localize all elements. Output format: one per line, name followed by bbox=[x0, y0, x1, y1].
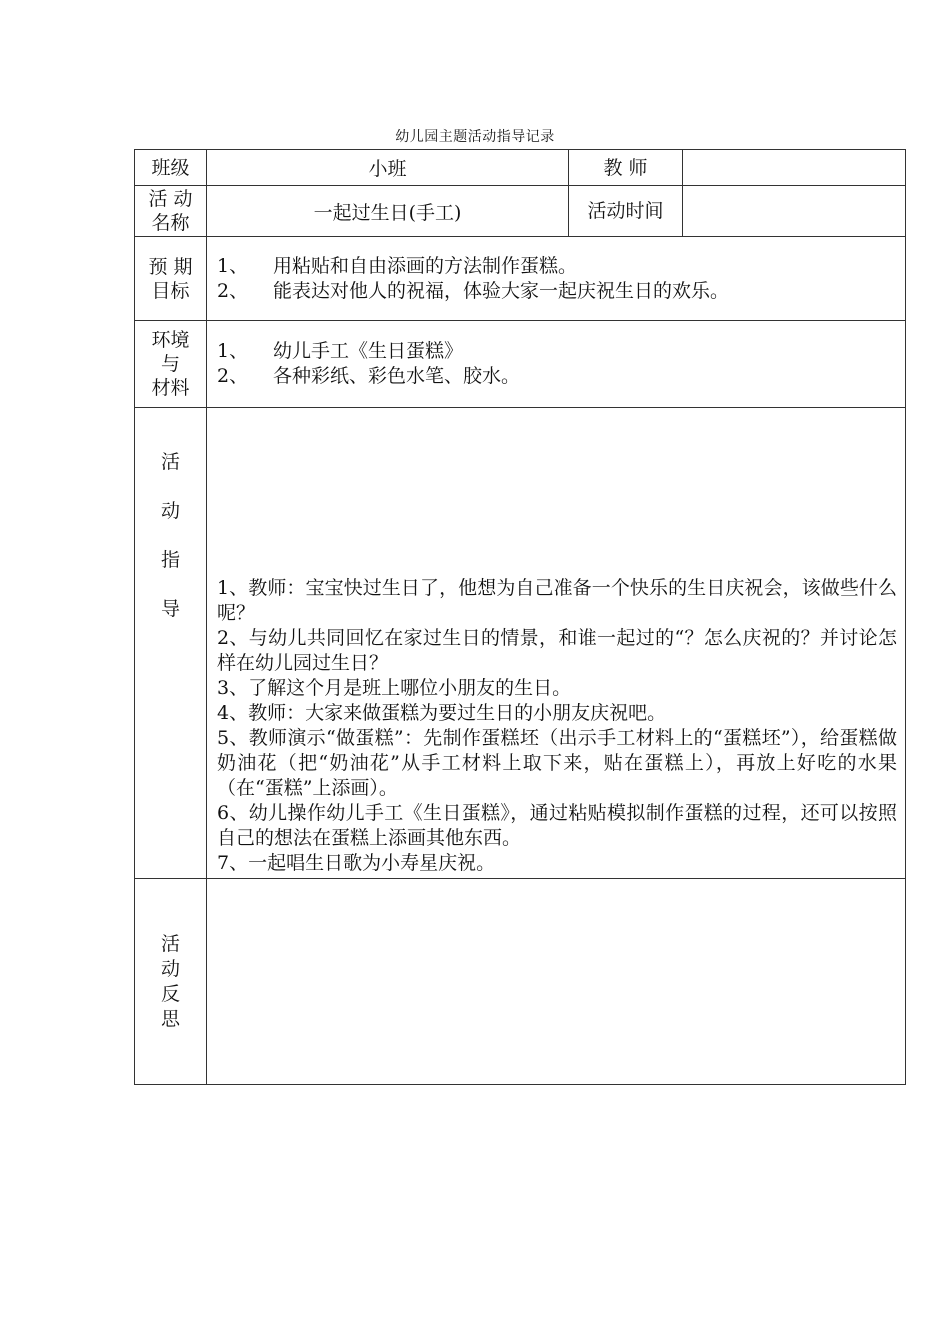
reflection-label-char: 动 bbox=[160, 957, 180, 980]
goals-label bbox=[135, 237, 207, 321]
goals-content[interactable] bbox=[207, 237, 906, 321]
material-item-number: 2、 bbox=[217, 365, 249, 387]
goal-item-text: 用粘贴和自由添画的方法制作蛋糕。 bbox=[273, 254, 578, 277]
guide-label-char: 指 bbox=[160, 549, 180, 571]
goals-label-line1: 预 期 bbox=[148, 255, 193, 278]
guide-label-char: 动 bbox=[160, 500, 180, 522]
activity-name-label-line2: 名称 bbox=[151, 212, 190, 234]
materials-content[interactable] bbox=[207, 321, 906, 408]
goal-item bbox=[217, 279, 897, 304]
materials-label-line3: 材料 bbox=[151, 377, 190, 399]
class-label: 班级 bbox=[135, 150, 207, 186]
class-value[interactable]: 小班 bbox=[207, 150, 569, 186]
guide-step: 7、一起唱生日歌为小寿星庆祝。 bbox=[217, 852, 496, 874]
goal-item-number: 1、 bbox=[217, 254, 249, 277]
material-item bbox=[217, 364, 897, 389]
guide-step: 3、了解这个月是班上哪位小朋友的生日。 bbox=[217, 677, 572, 699]
reflection-content[interactable] bbox=[207, 879, 906, 1085]
goals-label-line2: 目标 bbox=[151, 279, 190, 302]
material-item-number: 1、 bbox=[217, 340, 249, 362]
activity-name-label bbox=[135, 186, 207, 237]
activity-time-label: 活动时间 bbox=[569, 186, 683, 237]
goal-item bbox=[217, 254, 897, 279]
activity-name-label-line1: 活 动 bbox=[148, 188, 193, 210]
activity-time-value[interactable] bbox=[683, 186, 906, 237]
guide-label-char: 活 bbox=[160, 451, 180, 473]
reflection-label-char: 活 bbox=[160, 932, 180, 955]
guide-row bbox=[135, 408, 906, 879]
guide-label bbox=[135, 408, 207, 879]
materials-label-line2: 与 bbox=[160, 353, 180, 375]
guide-step: 2、与幼儿共同回忆在家过生日的情景，和谁一起过的“？怎么庆祝的？并讨论怎样在幼儿园过生日？ bbox=[217, 627, 897, 674]
guide-step: 6、幼儿操作幼儿手工《生日蛋糕》，通过粘贴模拟制作蛋糕的过程，还可以按照自己的想法在蛋糕上添画其他东西。 bbox=[217, 802, 897, 849]
goals-row bbox=[135, 237, 906, 321]
activity-name-value[interactable]: 一起过生日(手工) bbox=[207, 186, 569, 237]
teacher-value[interactable] bbox=[683, 150, 906, 186]
material-item bbox=[217, 339, 897, 364]
class-row bbox=[135, 150, 906, 186]
reflection-row bbox=[135, 879, 906, 1085]
reflection-label-char: 思 bbox=[160, 1007, 180, 1030]
guide-step: 5、教师演示“做蛋糕”：先制作蛋糕坯（出示手工材料上的“蛋糕坯”），给蛋糕做奶油花（把“奶油花”从手工材料上取下来，贴在蛋糕上），再放上好吃的水果（在“蛋糕”上添画）。 bbox=[217, 727, 897, 799]
materials-label bbox=[135, 321, 207, 408]
reflection-label bbox=[135, 879, 207, 1085]
teacher-label: 教 师 bbox=[569, 150, 683, 186]
guide-step: 4、教师：大家来做蛋糕为要过生日的小朋友庆祝吧。 bbox=[217, 702, 667, 724]
document-title: 幼儿园主题活动指导记录 bbox=[395, 129, 555, 145]
materials-row bbox=[135, 321, 906, 408]
goal-item-text: 能表达对他人的祝福，体验大家一起庆祝生日的欢乐。 bbox=[273, 279, 730, 302]
goal-item-number: 2、 bbox=[217, 279, 249, 302]
guide-content[interactable] bbox=[207, 408, 906, 879]
materials-label-line1: 环境 bbox=[151, 329, 190, 351]
reflection-label-char: 反 bbox=[160, 982, 180, 1005]
guide-label-char: 导 bbox=[160, 598, 180, 620]
activity-record-table bbox=[134, 149, 906, 1085]
material-item-text: 幼儿手工《生日蛋糕》 bbox=[273, 340, 464, 362]
material-item-text: 各种彩纸、彩色水笔、胶水。 bbox=[273, 365, 521, 387]
guide-step: 1、教师：宝宝快过生日了，他想为自己准备一个快乐的生日庆祝会，该做些什么呢？ bbox=[217, 577, 897, 624]
activity-name-row bbox=[135, 186, 906, 237]
